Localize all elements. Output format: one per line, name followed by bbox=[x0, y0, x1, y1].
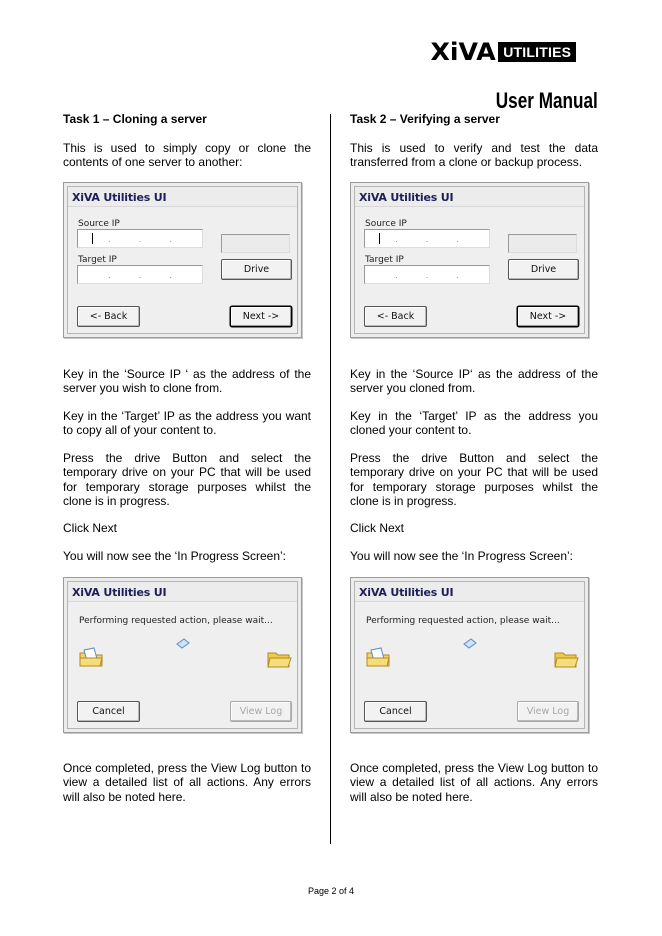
dialog-title: XiVA Utilities UI bbox=[359, 586, 454, 599]
view-log-button[interactable]: View Log bbox=[230, 701, 292, 722]
source-ip-input[interactable]: . . . bbox=[364, 229, 490, 248]
task1-progress-dialog bbox=[63, 577, 302, 733]
target-ip-label: Target IP bbox=[365, 255, 404, 265]
task1-click-next: Click Next bbox=[63, 521, 118, 535]
source-document-folder-icon bbox=[365, 646, 391, 668]
task2-progress-intro: You will now see the ‘In Progress Screen’: bbox=[350, 549, 574, 563]
flying-document-icon bbox=[175, 638, 191, 650]
cancel-button[interactable]: Cancel bbox=[364, 701, 427, 722]
task1-completion-note: Once completed, press the View Log button to view a detailed list of all actions. Any errors will also be noted here. bbox=[63, 761, 311, 804]
text-caret bbox=[92, 233, 93, 244]
task1-drive-instruction: Press the drive Button and select the temporary drive on your PC that will be used for temporary storage purposes whilst the clone is in progress. bbox=[63, 451, 311, 509]
logo-wordmark: XiVA bbox=[430, 38, 496, 66]
next-button[interactable]: Next -> bbox=[517, 306, 579, 327]
task1-intro: This is used to simply copy or clone the contents of one server to another: bbox=[63, 141, 311, 170]
view-log-button[interactable]: View Log bbox=[517, 701, 579, 722]
target-ip-label: Target IP bbox=[78, 255, 117, 265]
page-number: Page 2 of 4 bbox=[307, 886, 355, 896]
task2-target-instruction: Key in the ‘Target’ IP as the address you cloned your content to. bbox=[350, 409, 598, 438]
task2-intro: This is used to verify and test the data transferred from a clone or backup process. bbox=[350, 141, 598, 170]
task2-title: Task 2 – Verifying a server bbox=[350, 112, 500, 126]
task2-completion-note: Once completed, press the View Log button to view a detailed list of all actions. Any errors will also be noted here. bbox=[350, 761, 598, 804]
target-folder-icon bbox=[553, 648, 579, 670]
progress-message: Performing requested action, please wait... bbox=[366, 616, 560, 626]
cancel-button[interactable]: Cancel bbox=[77, 701, 140, 722]
target-ip-input[interactable]: . . . bbox=[77, 265, 203, 284]
task1-setup-dialog bbox=[63, 182, 302, 338]
progress-message: Performing requested action, please wait... bbox=[79, 616, 273, 626]
back-button[interactable]: <- Back bbox=[77, 306, 140, 327]
task1-target-instruction: Key in the ‘Target’ IP as the address you want to copy all of your content to. bbox=[63, 409, 311, 438]
back-button[interactable]: <- Back bbox=[364, 306, 427, 327]
xiva-utilities-logo bbox=[432, 40, 600, 64]
source-ip-label: Source IP bbox=[365, 219, 407, 229]
logo-badge: UTILITIES bbox=[498, 42, 576, 62]
drive-path-field bbox=[508, 234, 577, 253]
dialog-title: XiVA Utilities UI bbox=[359, 191, 454, 204]
drive-button[interactable]: Drive bbox=[221, 259, 292, 280]
task2-click-next: Click Next bbox=[350, 521, 405, 535]
next-button[interactable]: Next -> bbox=[230, 306, 292, 327]
drive-path-field bbox=[221, 234, 290, 253]
target-folder-icon bbox=[266, 648, 292, 670]
source-ip-input[interactable]: . . . bbox=[77, 229, 203, 248]
text-caret bbox=[379, 233, 380, 244]
source-ip-label: Source IP bbox=[78, 219, 120, 229]
source-document-folder-icon bbox=[78, 646, 104, 668]
column-divider bbox=[330, 114, 331, 844]
dialog-title: XiVA Utilities UI bbox=[72, 586, 167, 599]
task2-source-instruction: Key in the ‘Source IP‘ as the address of the server you cloned from. bbox=[350, 367, 598, 396]
task1-progress-intro: You will now see the ‘In Progress Screen’: bbox=[63, 549, 287, 563]
drive-button[interactable]: Drive bbox=[508, 259, 579, 280]
task1-source-instruction: Key in the ‘Source IP ‘ as the address of the server you wish to clone from. bbox=[63, 367, 311, 396]
task2-drive-instruction: Press the drive Button and select the temporary drive on your PC that will be used for temporary storage purposes whilst the clone is in progress. bbox=[350, 451, 598, 509]
manual-title: User Manual bbox=[495, 88, 598, 113]
dialog-title: XiVA Utilities UI bbox=[72, 191, 167, 204]
task2-setup-dialog bbox=[350, 182, 589, 338]
flying-document-icon bbox=[462, 638, 478, 650]
task1-title: Task 1 – Cloning a server bbox=[63, 112, 207, 126]
target-ip-input[interactable]: . . . bbox=[364, 265, 490, 284]
task2-progress-dialog bbox=[350, 577, 589, 733]
